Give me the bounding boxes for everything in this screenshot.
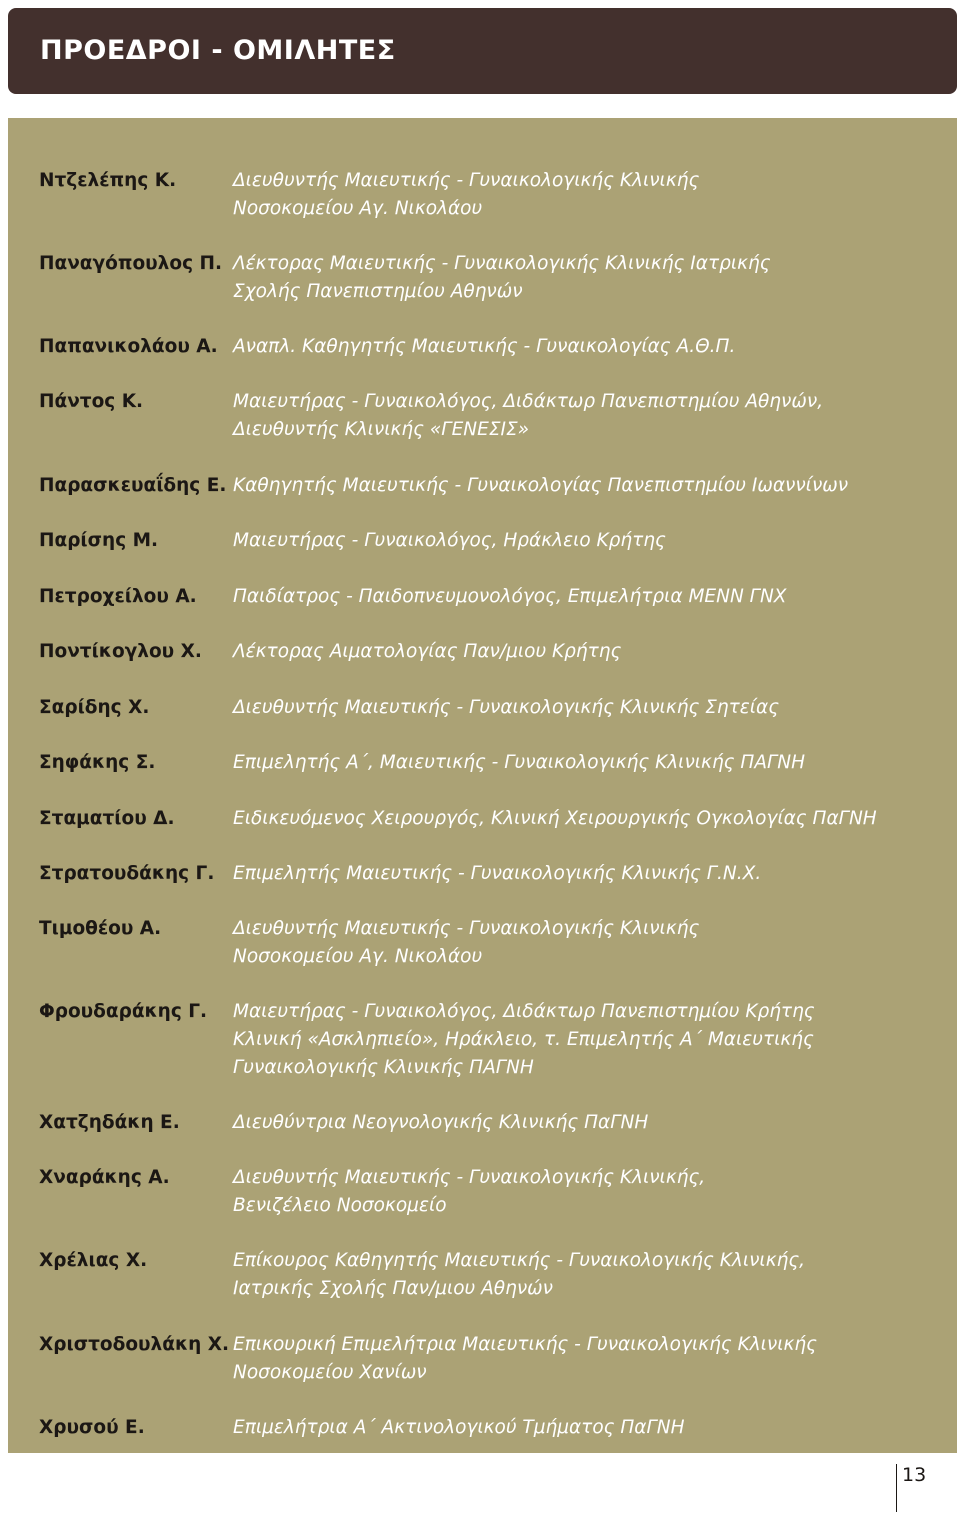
speaker-role — [233, 638, 948, 666]
speaker-name: Παναγόπουλος Π. — [39, 253, 222, 274]
speaker-role — [233, 388, 948, 444]
speaker-role — [233, 333, 948, 361]
speaker-name: Πάντος Κ. — [39, 391, 144, 412]
speaker-role — [233, 472, 948, 500]
speaker-role-line: Επιμελητής Μαιευτικής - Γυναικολογικής Κλινικής Γ.Ν.Χ. — [233, 863, 762, 884]
speaker-role-line: Διευθύντρια Νεογνολογικής Κλινικής ΠαΓΝΗ — [233, 1112, 649, 1133]
speaker-role-line: Επιμελητής Α΄, Μαιευτικής - Γυναικολογικής Κλινικής ΠΑΓΝΗ — [233, 752, 806, 773]
speaker-role-line: Επικουρική Επιμελήτρια Μαιευτικής - Γυναικολογικής Κλινικής — [233, 1334, 817, 1355]
speaker-role — [233, 1164, 948, 1220]
speaker-role — [233, 805, 948, 833]
speakers-panel — [8, 118, 957, 1453]
speaker-role-line: Νοσοκομείου Αγ. Νικολάου — [233, 946, 483, 967]
speaker-name: Σαρίδης Χ. — [39, 697, 150, 718]
speaker-role — [233, 749, 948, 777]
speaker-role — [233, 1414, 948, 1442]
speaker-role-line: Βενιζέλειο Νοσοκομείο — [233, 1195, 447, 1216]
speaker-name: Χρέλιας Χ. — [39, 1250, 148, 1271]
speaker-role — [233, 1331, 948, 1387]
speaker-role-line: Μαιευτήρας - Γυναικολόγος, Ηράκλειο Κρήτης — [233, 530, 666, 551]
speaker-role — [233, 860, 948, 888]
speaker-role-line: Αναπλ. Καθηγητής Μαιευτικής - Γυναικολογίας Α.Θ.Π. — [233, 336, 736, 357]
speaker-role-line: Διευθυντής Κλινικής «ΓΕΝΕΣΙΣ» — [233, 419, 530, 440]
speaker-role — [233, 694, 948, 722]
speaker-name: Ποντίκογλου Χ. — [39, 641, 202, 662]
speaker-name: Τιμοθέου Α. — [39, 918, 162, 939]
speaker-role-line: Παιδίατρος - Παιδοπνευμονολόγος, Επιμελήτρια ΜΕΝΝ ΓΝΧ — [233, 586, 787, 607]
speaker-role — [233, 915, 948, 971]
speaker-role-line: Διευθυντής Μαιευτικής - Γυναικολογικής Κλινικής, — [233, 1167, 706, 1188]
speaker-role-line: Ειδικευόμενος Χειρουργός, Κλινική Χειρουργικής Ογκολογίας ΠαΓΝΗ — [233, 808, 877, 829]
speaker-name: Χατζηδάκη Ε. — [39, 1112, 180, 1133]
speaker-role-line: Νοσοκομείου Αγ. Νικολάου — [233, 198, 483, 219]
speaker-role-line: Λέκτορας Μαιευτικής - Γυναικολογικής Κλινικής Ιατρικής — [233, 253, 771, 274]
page-title: ΠΡΟΕΔΡΟΙ - ΟΜΙΛΗΤΕΣ — [40, 35, 396, 66]
speaker-role — [233, 167, 948, 223]
speaker-role-line: Καθηγητής Μαιευτικής - Γυναικολογίας Πανεπιστημίου Ιωαννίνων — [233, 475, 849, 496]
speaker-role — [233, 998, 948, 1082]
speaker-role — [233, 527, 948, 555]
speaker-role-line: Λέκτορας Αιματολογίας Παν/μιου Κρήτης — [233, 641, 622, 662]
speaker-name: Πετροχείλου Α. — [39, 586, 197, 607]
speaker-role-line: Διευθυντής Μαιευτικής - Γυναικολογικής Κλινικής Σητείας — [233, 697, 780, 718]
speaker-role-line: Ιατρικής Σχολής Παν/μιου Αθηνών — [233, 1278, 553, 1299]
speaker-role — [233, 583, 948, 611]
speaker-role — [233, 250, 948, 306]
speaker-role-line: Επιμελήτρια Α΄ Ακτινολογικού Τμήματος ΠαΓΝΗ — [233, 1417, 685, 1438]
speaker-name: Χναράκης Α. — [39, 1167, 170, 1188]
speaker-role-line: Μαιευτήρας - Γυναικολόγος, Διδάκτωρ Πανεπιστημίου Κρήτης — [233, 1001, 815, 1022]
speaker-role-line: Επίκουρος Καθηγητής Μαιευτικής - Γυναικολογικής Κλινικής, — [233, 1250, 806, 1271]
speaker-role — [233, 1109, 948, 1137]
speaker-role-line: Κλινική «Ασκληπιείο», Ηράκλειο, τ. Επιμελητής Α΄ Μαιευτικής — [233, 1029, 814, 1050]
speaker-name: Σηφάκης Σ. — [39, 752, 156, 773]
speaker-role-line: Σχολής Πανεπιστημίου Αθηνών — [233, 281, 523, 302]
speaker-name: Χρυσού Ε. — [39, 1417, 145, 1438]
speaker-name: Στρατουδάκης Γ. — [39, 863, 215, 884]
speaker-name: Χριστοδουλάκη Χ. — [39, 1334, 230, 1355]
speaker-role-line: Γυναικολογικής Κλινικής ΠΑΓΝΗ — [233, 1057, 534, 1078]
page-number: 13 — [902, 1464, 927, 1486]
speaker-role-line: Μαιευτήρας - Γυναικολόγος, Διδάκτωρ Πανεπιστημίου Αθηνών, — [233, 391, 824, 412]
speaker-name: Ντζελέπης Κ. — [39, 170, 177, 191]
speaker-name: Φρουδαράκης Γ. — [39, 1001, 208, 1022]
speaker-name: Παπανικολάου Α. — [39, 336, 218, 357]
header-bar — [8, 8, 957, 94]
speaker-name: Παρασκευαΐδης Ε. — [39, 475, 227, 496]
speaker-name: Σταματίου Δ. — [39, 808, 175, 829]
speaker-role-line: Νοσοκομείου Χανίων — [233, 1362, 427, 1383]
speaker-name: Παρίσης Μ. — [39, 530, 159, 551]
speaker-role — [233, 1247, 948, 1303]
speaker-role-line: Διευθυντής Μαιευτικής - Γυναικολογικής Κλινικής — [233, 170, 700, 191]
speaker-role-line: Διευθυντής Μαιευτικής - Γυναικολογικής Κλινικής — [233, 918, 700, 939]
